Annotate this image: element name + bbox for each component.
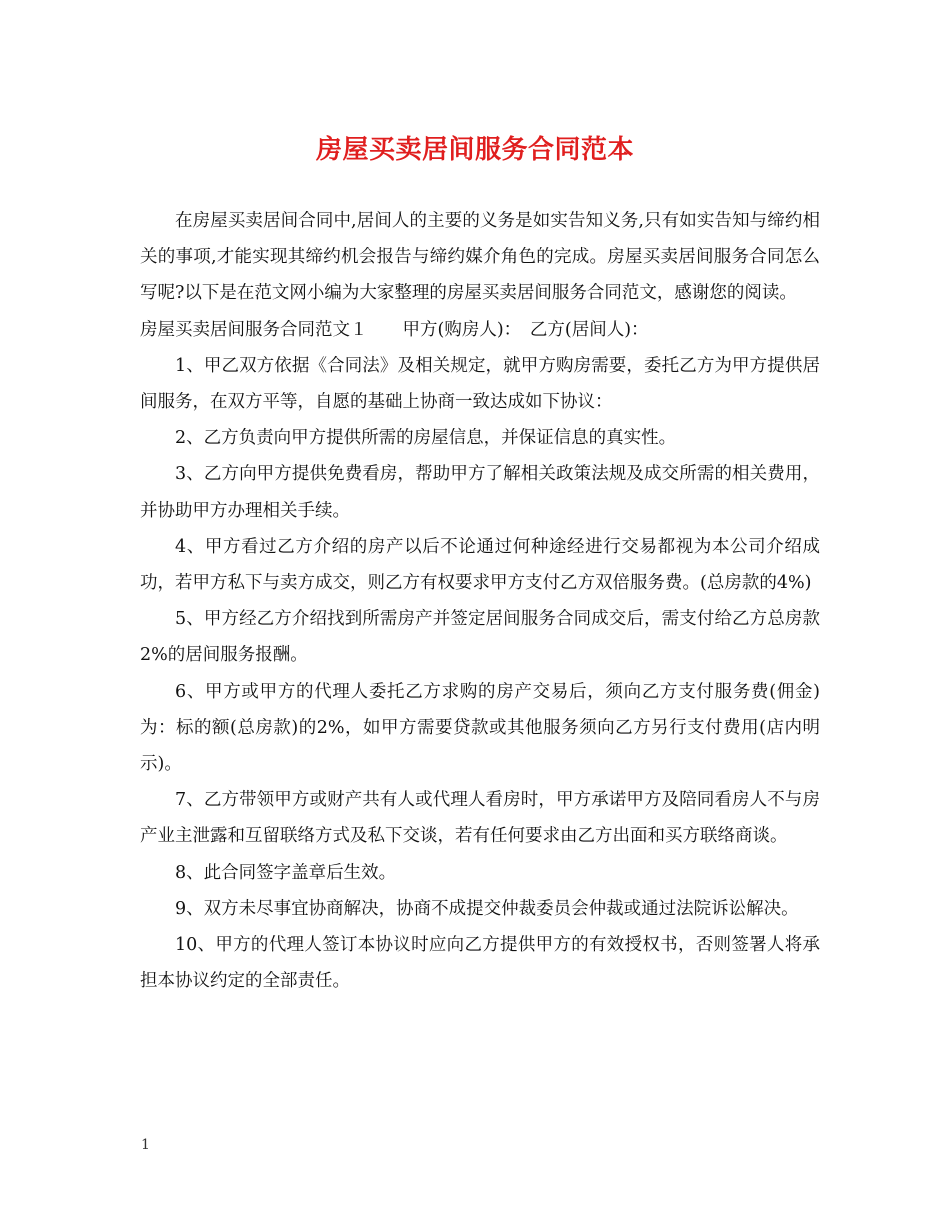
clause-3: 3、乙方向甲方提供免费看房，帮助甲方了解相关政策法规及成交所需的相关费用，并协助甲方办理相关手续。 (140, 464, 820, 521)
document-title: 房屋买卖居间服务合同范本 (315, 135, 634, 165)
clause-8: 8、此合同签字盖章后生效。 (175, 862, 397, 883)
clause-1: 1、甲乙双方依据《合同法》及相关规定，就甲方购房需要，委托乙方为甲方提供居间服务，在双方平等，自愿的基础上协商一致达成如下协议： (140, 355, 820, 413)
clause-9: 9、双方未尽事宜协商解决，协商不成提交仲裁委员会仲裁或通过法院诉讼解决。 (175, 898, 799, 919)
sample-heading: 房屋买卖居间服务合同范文１ 甲方(购房人)： 乙方(居间人)： (140, 319, 649, 340)
clause-5: 5、甲方经乙方介绍找到所需房产并签定居间服务合同成交后，需支付给乙方总房款2%的居间服务报酬。 (140, 609, 820, 666)
clause-7: 7、乙方带领甲方或财产共有人或代理人看房时，甲方承诺甲方及陪同看房人不与房产业主泄露和互留联络方式及私下交谈，若有任何要求由乙方出面和买方联络商谈。 (140, 790, 820, 847)
clause-2: 2、乙方负责向甲方提供所需的房屋信息，并保证信息的真实性。 (175, 428, 677, 449)
clause-6: 6、甲方或甲方的代理人委托乙方求购的房产交易后，须向乙方支付服务费(佣金)为：标的额(总房款)的2%，如甲方需要贷款或其他服务须向乙方另行支付费用(店内明示)。 (140, 681, 820, 775)
page-number: 1 (141, 1137, 150, 1153)
document-body (140, 203, 820, 999)
clause-4: 4、甲方看过乙方介绍的房产以后不论通过何种途经进行交易都视为本公司介绍成功，若甲方私下与卖方成交，则乙方有权要求甲方支付乙方双倍服务费。(总房款的4%) (140, 536, 820, 594)
clause-10: 10、甲方的代理人签订本协议时应向乙方提供甲方的有效授权书，否则签署人将承担本协议约定的全部责任。 (140, 935, 820, 992)
intro-paragraph: 在房屋买卖居间合同中,居间人的主要的义务是如实告知义务,只有如实告知与缔约相关的事项,才能实现其缔约机会报告与缔约媒介角色的完成。房屋买卖居间服务合同怎么写呢?以下是在范文网小编为大家整理的房屋买卖居间服务合同范文，感谢您的阅读。 (140, 211, 820, 304)
